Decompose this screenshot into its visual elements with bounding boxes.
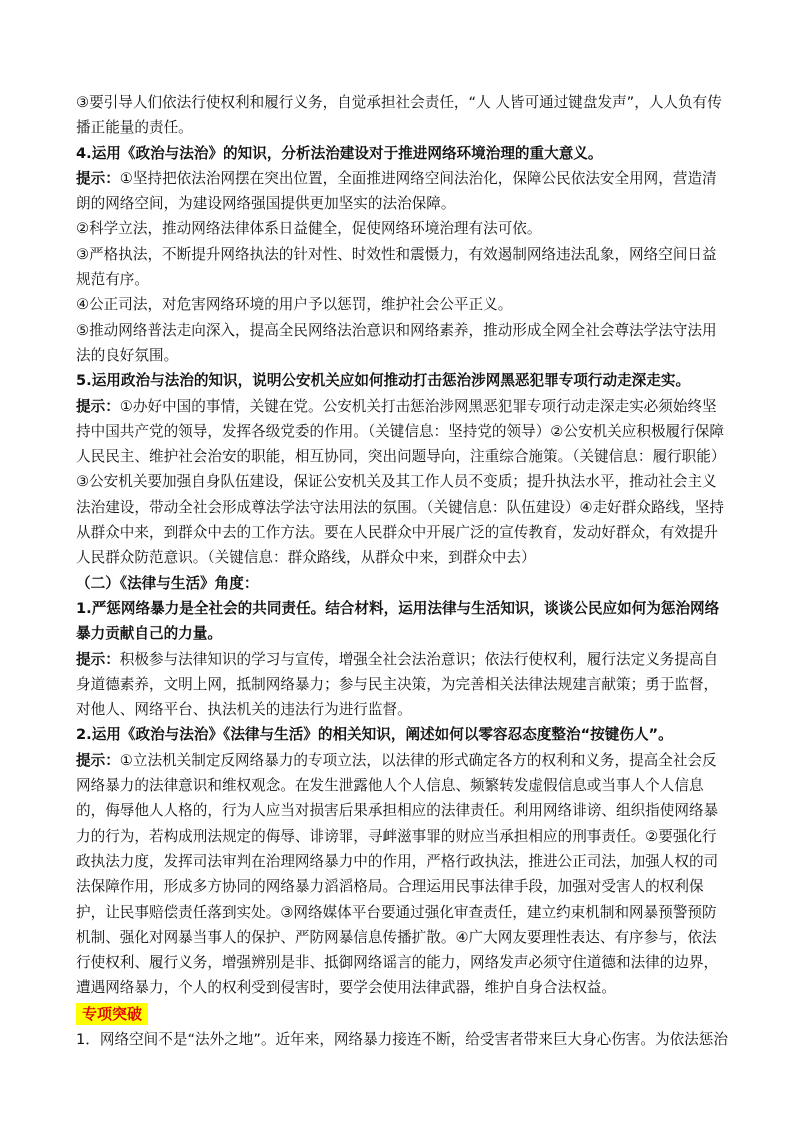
answer-5 bbox=[76, 394, 730, 571]
answer-text: ①坚持把依法治网摆在突出位置，全面推进网络空间法治化，保障公民依法安全用网，营造清朗的网络空间，为建设网络强国提供更加坚实的法治保障。 bbox=[76, 169, 717, 213]
question-2: 2.运用《政治与法治》《法律与生活》的相关知识，阐述如何以零容忍态度整治“按键伤人”。 bbox=[76, 726, 673, 744]
question-5: 5.运用政治与法治的知识，说明公安机关应如何推动打击惩治涉网黑恶犯罪专项行动走深走实。 bbox=[76, 372, 691, 390]
hint-label: 提示： bbox=[76, 397, 120, 415]
document-body bbox=[76, 90, 730, 1052]
paragraph-3: ③要引导人们依法行使权利和履行义务，自觉承担社会责任，“人 人皆可通过键盘发声”，人人负有传播正能量的责任。 bbox=[76, 94, 722, 137]
answer-text: ①办好中国的事情，关键在党。公安机关打击惩治涉网黑恶犯罪专项行动走深走实必须始终坚持中国共产党的领导，发挥各级党委的作用。（关键信息：坚持党的领导）②公安机关应积极履行保障人民民主、维护社会治安的职能，相互协同，突出问题导向，注重综合施策。（关键信息：履行职能）③公安机关要加强自身队伍建设，保证公安机关及其工作人员不变质；提升执法水平，推动社会主义法治建设，带动全社会形成尊法学法守法用法的氛围。（关键信息：队伍建设）④走好群众路线，坚持从群众中来，到群众中去的工作方法。要在人民群众中开展广泛的宣传教育，发动好群众，有效提升人民群众防范意识。（关键信息：群众路线，从群众中来，到群众中去） bbox=[76, 397, 726, 567]
hint-label: 提示： bbox=[76, 169, 120, 187]
special-breakthrough-title: 专项突破 bbox=[76, 1003, 148, 1025]
answer-text: 积极参与法律知识的学习与宣传，增强全社会法治意识；依法行使权利，履行法定义务提高自身道德素养，文明上网，抵制网络暴力；参与民主决策，为完善相关法律法规建言献策；勇于监督，对他人、网络平台、执法机关的违法行为进行监督。 bbox=[76, 650, 719, 719]
answer-text: ①立法机关制定反网络暴力的专项立法，以法律的形式确定各方的权利和义务，提高全社会反网络暴力的法律意识和维权观念。在发生泄露他人个人信息、频繁转发虚假信息或当事人个人信息的，侮辱他人人格的，行为人应当对损害后果承担相应的法律责任。利用网络诽谤、组织指使网络暴力的行为，若构成刑法规定的侮辱、诽谤罪，寻衅滋事罪的财应当承担相应的刑事责任。②要强化行政执法力度，发挥司法审判在治理网络暴力中的作用，严格行政执法，推进公正司法，加强人权的司法保障作用，形成多方协同的网络暴力滔滔格局。合理运用民事法律手段，加强对受害人的权利保护，让民事赔偿责任落到实处。③网络媒体平台要通过强化审查责任，建立约束机制和网暴预警预防机制、强化对网暴当事人的保护、严防网暴信息传播扩散。④广大网友要理性表达、有序参与，依法行使权利、履行义务，增强辨别是非、抵御网络谣言的能力，网络发声必须守住道德和法律的边界，遭遇网络暴力，个人的权利受到侵害时，要学会使用法律武器，维护自身合法权益。 bbox=[76, 751, 719, 997]
answer-1 bbox=[76, 647, 730, 723]
question-1: 1.严惩网络暴力是全社会的共同责任。结合材料，运用法律与生活知识，谈谈公民应如何为惩治网络暴力贡献自己的力量。 bbox=[76, 599, 720, 643]
answer-2 bbox=[76, 748, 730, 1001]
question-4: 4.运用《政治与法治》的知识，分析法治建设对于推进网络环境治理的重大意义。 bbox=[76, 144, 603, 162]
section-heading: （二）《法律与生活》角度： bbox=[76, 574, 259, 592]
hint-label: 提示： bbox=[76, 650, 120, 668]
answer-4-item-2: ②科学立法，推动网络法律体系日益健全，促使网络环境治理有法可依。 bbox=[76, 220, 542, 238]
answer-4-item-1 bbox=[76, 166, 730, 217]
answer-4-item-3: ③严格执法，不断提升网络执法的针对性、时效性和震慑力，有效遏制网络违法乱象，网络空间日益规范有序。 bbox=[76, 245, 717, 289]
exercise-1: 1．网络空间不是“法外之地”。近年来，网络暴力接连不断，给受害者带来巨大身心伤害。为依法惩治 bbox=[76, 1030, 728, 1048]
answer-4-item-5: ⑤推动网络普法走向深入，提高全民网络法治意识和网络素养，推动形成全网全社会尊法学法守法用法的良好氛围。 bbox=[76, 321, 717, 364]
hint-label: 提示： bbox=[76, 751, 120, 769]
answer-4-item-4: ④公正司法，对危害网络环境的用户予以惩罚，维护社会公平正义。 bbox=[76, 296, 513, 314]
